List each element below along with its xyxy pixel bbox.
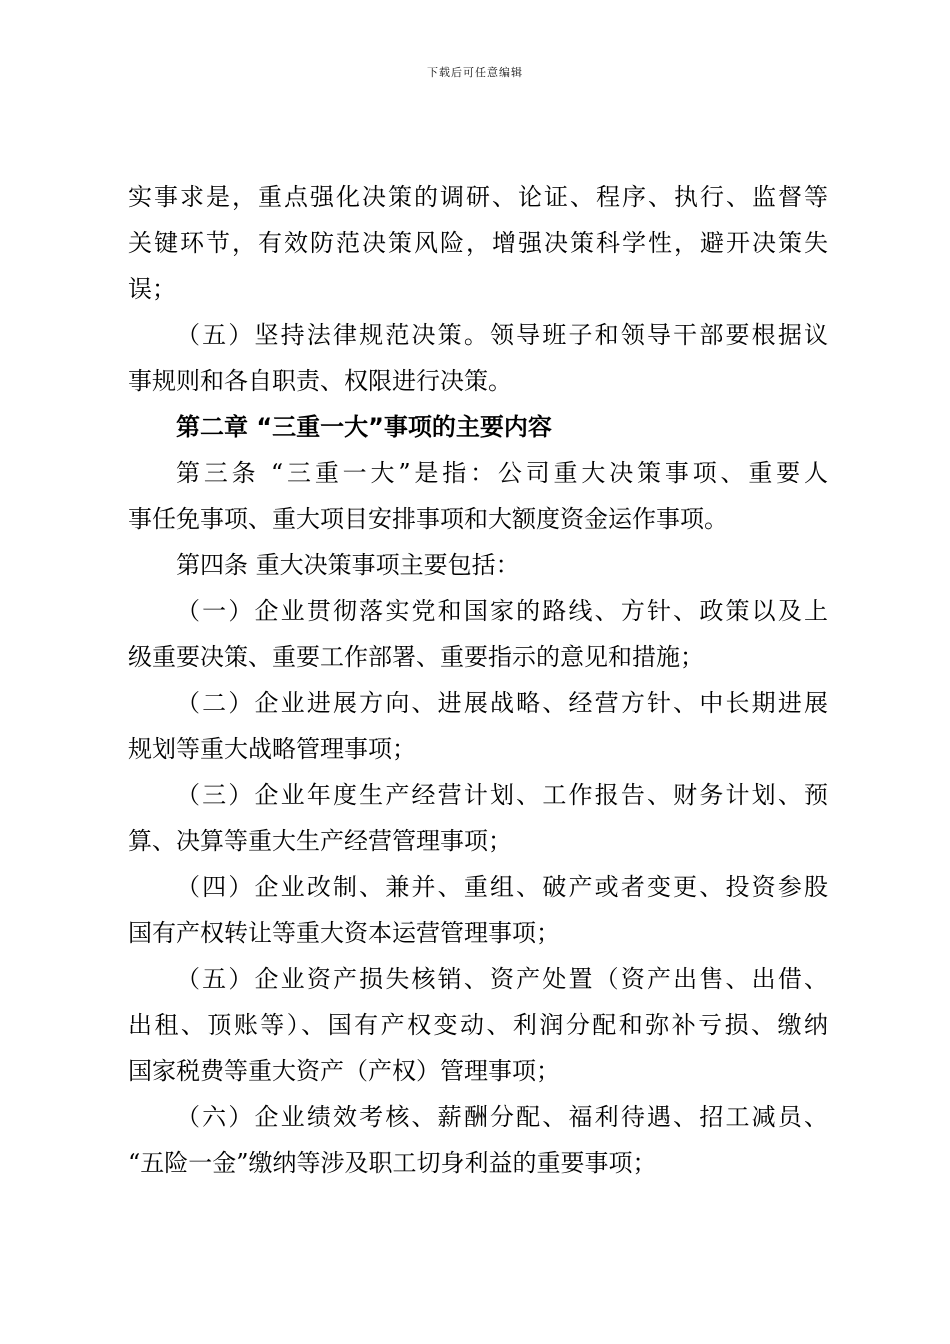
text-line: 级重要决策、重要工作部署、重要指示的意见和措施；: [128, 643, 704, 671]
text-line: （五）企业资产损失核销、资产处置（资产出售、出借、: [176, 965, 828, 993]
text-line: 算、决算等重大生产经营管理事项；: [128, 827, 512, 855]
text-line: （四）企业改制、兼并、重组、破产或者变更、投资参股: [176, 873, 828, 901]
text-line: 事规则和各自职责、权限进行决策。: [128, 367, 512, 395]
text-line: 规划等重大战略管理事项；: [128, 735, 416, 763]
text-line: 实事求是，重点强化决策的调研、论证、程序、执行、监督等: [128, 183, 828, 211]
text-line: 国家税费等重大资产（产权）管理事项；: [128, 1057, 560, 1085]
text-line: 第三条 “三重一大”是指：公司重大决策事项、重要人: [176, 459, 828, 487]
document-body: [128, 174, 828, 1186]
text-line: 误；: [128, 275, 176, 303]
text-line: （三）企业年度生产经营计划、工作报告、财务计划、预: [176, 781, 828, 809]
text-line: （六）企业绩效考核、薪酬分配、福利待遇、招工减员、: [176, 1103, 828, 1131]
text-line: 事任免事项、重大项目安排事项和大额度资金运作事项。: [128, 505, 728, 533]
text-line: “五险一金”缴纳等涉及职工切身利益的重要事项；: [128, 1149, 657, 1177]
text-line: 出租、顶账等）、国有产权变动、利润分配和弥补亏损、缴纳: [128, 1011, 828, 1039]
text-line: 国有产权转让等重大资本运营管理事项；: [128, 919, 560, 947]
text-line: 关键环节，有效防范决策风险，增强决策科学性，避开决策失: [128, 229, 828, 257]
chapter-heading: 第二章 “三重一大”事项的主要内容: [176, 413, 552, 441]
text-line: （二）企业进展方向、进展战略、经营方针、中长期进展: [176, 689, 828, 717]
page-header-note: 下载后可任意编辑: [427, 66, 523, 79]
text-line: 第四条 重大决策事项主要包括：: [176, 551, 520, 579]
text-line: （五）坚持法律规范决策。领导班子和领导干部要根据议: [176, 321, 828, 349]
text-line: （一）企业贯彻落实党和国家的路线、方针、政策以及上: [176, 597, 828, 625]
